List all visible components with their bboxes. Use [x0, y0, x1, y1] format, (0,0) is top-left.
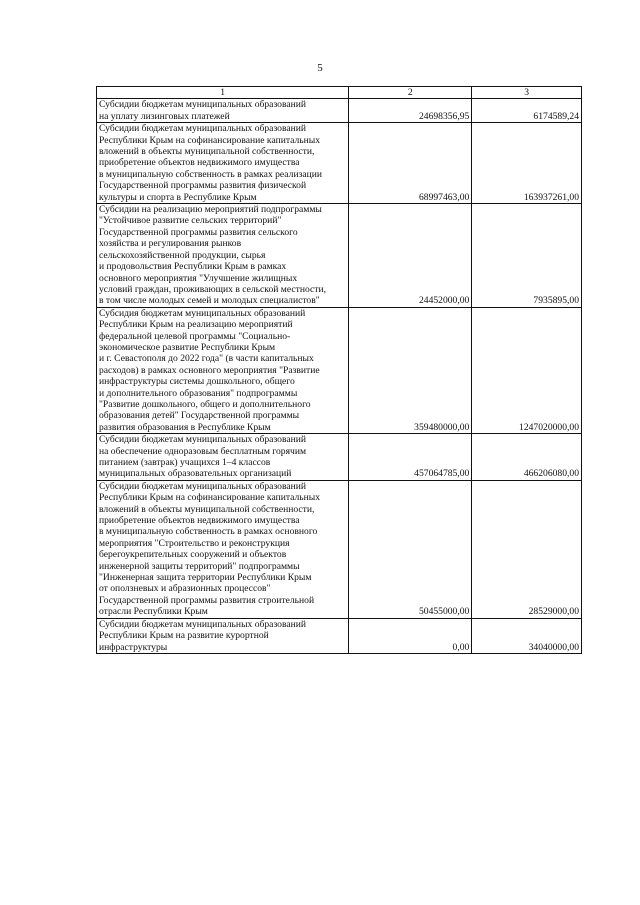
row-amount-col-2: 24452000,00: [349, 204, 472, 308]
row-amount-col-3: 466206080,00: [472, 434, 582, 481]
row-description: Субсидии бюджетам муниципальных образований на обеспечение одноразовым бесплатным горячим питанием (завтрак) учащихся 1–4 классов муниципальных образовательных организаций: [97, 434, 349, 481]
page-number: 5: [317, 62, 323, 74]
row-amount-col-2: 24698356,95: [349, 99, 472, 123]
row-amount-col-3: 34040000,00: [472, 618, 582, 653]
table-header-row: [97, 87, 582, 99]
subsidies-table: [96, 86, 582, 654]
header-col-2: 2: [349, 87, 472, 99]
row-amount-col-3: 6174589,24: [472, 99, 582, 123]
table-row: [97, 480, 582, 618]
table-row: [97, 204, 582, 308]
header-col-1: 1: [97, 87, 349, 99]
row-amount-col-2: 68997463,00: [349, 123, 472, 204]
row-amount-col-2: 457064785,00: [349, 434, 472, 481]
table-row: [97, 99, 582, 123]
row-description: Субсидия бюджетам муниципальных образований Республики Крым на реализацию мероприятий федеральной целевой программы "Социально- экономическое развитие Республики Крым и г. Севастополя до 2022 года" (в части капитальных расходов) в рамках основного мероприятия "Развитие инфраструктуры системы дошкольного, общего и дополнительного образования" подпрограммы "Развитие дошкольного, общего и дополнительного образования детей" Государственной программы развития образования в Республике Крым: [97, 307, 349, 433]
row-amount-col-3: 1247020000,00: [472, 307, 582, 433]
row-amount-col-3: 7935895,00: [472, 204, 582, 308]
row-description: Субсидии бюджетам муниципальных образований на уплату лизинговых платежей: [97, 99, 349, 123]
row-description: Субсидии бюджетам муниципальных образований Республики Крым на софинансирование капитальных вложений в объекты муниципальной собственности, приобретение объектов недвижимого имущества в муниципальную собственность в рамках реализации Государственной программы развития физической культуры и спорта в Республике Крым: [97, 123, 349, 204]
row-description: Субсидии бюджетам муниципальных образований Республики Крым на софинансирование капитальных вложений в объекты муниципальной собственности, приобретение объектов недвижимого имущества в муниципальную собственность в рамках основного мероприятия "Строительство и реконструкция берегоукрепительных сооружений и объектов инженерной защиты территорий" подпрограммы "Инженерная защита территории Республики Крым от оползневых и абразионных процессов" Государственной программы развития строительной отрасли Республики Крым: [97, 480, 349, 618]
table-row: [97, 434, 582, 481]
row-description: Субсидии на реализацию мероприятий подпрограммы "Устойчивое развитие сельских территорий" Государственной программы развития сельского хозяйства и регулирования рынков сельскохозяйственной продукции, сырья и продовольствия Республики Крым в рамках основного мероприятия "Улучшение жилищных условий граждан, проживающих в сельской местности, в том числе молодых семей и молодых специалистов": [97, 204, 349, 308]
row-amount-col-2: 50455000,00: [349, 480, 472, 618]
row-description: Субсидии бюджетам муниципальных образований Республики Крым на развитие курортной инфраструктуры: [97, 618, 349, 653]
row-amount-col-3: 28529000,00: [472, 480, 582, 618]
header-col-3: 3: [472, 87, 582, 99]
table-row: [97, 307, 582, 433]
row-amount-col-2: 359480000,00: [349, 307, 472, 433]
table-row: [97, 618, 582, 653]
table-row: [97, 123, 582, 204]
row-amount-col-2: 0,00: [349, 618, 472, 653]
row-amount-col-3: 163937261,00: [472, 123, 582, 204]
